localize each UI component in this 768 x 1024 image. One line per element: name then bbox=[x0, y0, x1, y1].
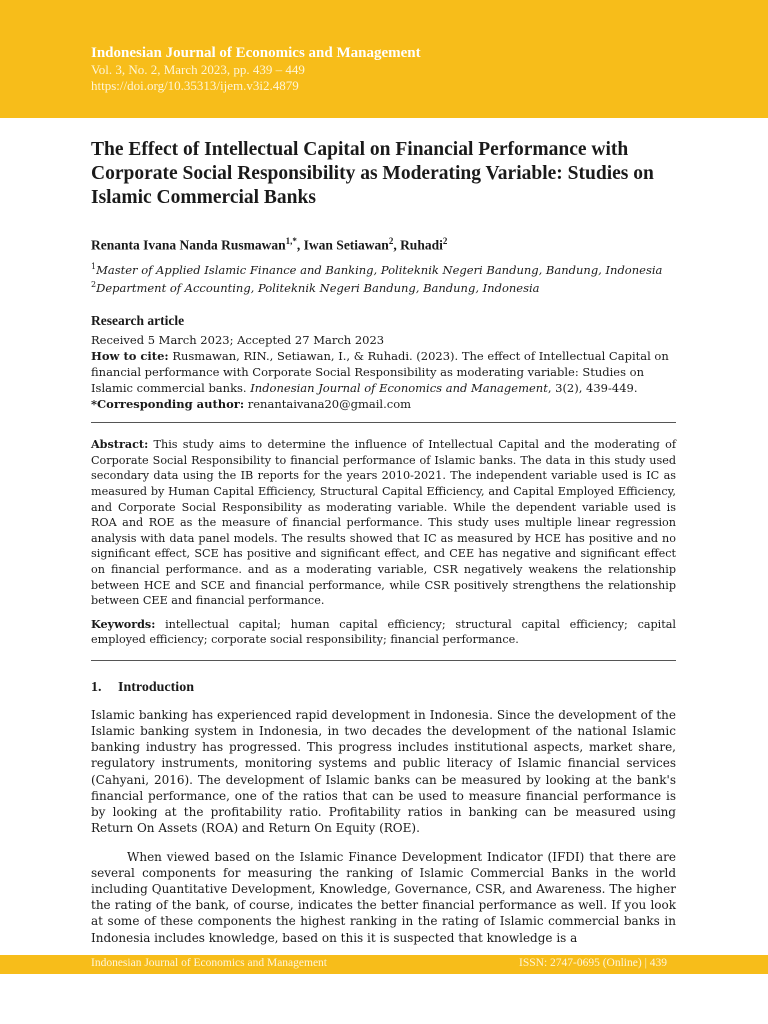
author-name: Renanta Ivana Nanda Rusmawan bbox=[91, 237, 286, 253]
received-dates: Received 5 March 2023; Accepted 27 March 2023 bbox=[91, 333, 385, 348]
keywords bbox=[91, 617, 676, 648]
journal-footer-band bbox=[0, 955, 768, 974]
divider bbox=[91, 660, 676, 661]
article-content bbox=[91, 138, 676, 958]
author-separator: , bbox=[393, 237, 401, 253]
author-superscript: 1,* bbox=[285, 236, 297, 246]
affiliation-superscript: 1 bbox=[91, 261, 97, 271]
body-paragraph: Islamic banking has experienced rapid development in Indonesia. Since the development of the Islamic banking system in Indonesia, in two decades the development of the national Islamic banking industry has progressed. This progress includes institutional aspects, market share, regulatory instruments, monitoring systems and public literacy of Islamic financial services (Cahyani, 2016). The development of Islamic banks can be measured by looking at the bank's financial performance, one of the ratios that can be used to measure financial performance is by looking at the profitability ratio. Profitability ratios in banking can be measured using Return On Assets (ROA) and Return On Equity (ROE). bbox=[91, 707, 676, 836]
how-to-cite bbox=[91, 348, 676, 396]
author-superscript: 2 bbox=[388, 236, 394, 246]
abstract bbox=[91, 437, 676, 609]
footer-journal-name: Indonesian Journal of Economics and Management bbox=[91, 957, 328, 969]
journal-volume: Vol. 3, No. 2, March 2023, pp. 439 – 449 bbox=[91, 62, 305, 77]
author-superscript: 2 bbox=[442, 236, 448, 246]
author-name: Iwan Setiawan bbox=[303, 237, 389, 253]
cite-journal: Indonesian Journal of Economics and Management bbox=[250, 381, 548, 396]
cite-tail: , 3(2), 439-449. bbox=[547, 381, 638, 396]
body-paragraph: When viewed based on the Islamic Finance Development Indicator (IFDI) that there are several components for measuring the ranking of Islamic Commercial Banks in the world including Quantitative Development, Knowledge, Governance, CSR, and Awareness. The higher the rating of the bank, of course, indicates the better financial performance as well. If you look at some of these components the highest ranking in the rating of Islamic commercial banks in Indonesia includes knowledge, based on this it is suspected that knowledge is a bbox=[91, 849, 676, 945]
journal-header-text bbox=[91, 44, 421, 94]
abstract-label: Abstract: bbox=[91, 437, 149, 452]
keywords-text: intellectual capital; human capital efficiency; structural capital efficiency; capital employed efficiency; corporate social responsibility; financial performance. bbox=[91, 617, 676, 647]
affiliation-superscript: 2 bbox=[91, 280, 97, 290]
cite-text: Rusmawan, RIN., Setiawan, I., & Ruhadi. (2023). The effect of Intellectual Capital on financial performance with Corporate Social Responsibility as moderating variable: Studies on Islamic commercial banks. bbox=[91, 349, 669, 396]
affiliation-text: Master of Applied Islamic Finance and Banking, Politeknik Negeri Bandung, Bandung, Indonesia bbox=[96, 262, 663, 277]
footer-issn-page: ISSN: 2747-0695 (Online) | 439 bbox=[519, 957, 667, 969]
corresponding-email[interactable]: renantaivana20@gmail.com bbox=[244, 397, 412, 412]
article-type: Research article bbox=[91, 313, 185, 329]
journal-header-band bbox=[0, 0, 768, 118]
journal-name: Indonesian Journal of Economics and Management bbox=[91, 45, 421, 61]
author-name: Ruhadi bbox=[400, 237, 443, 253]
author-separator: , bbox=[296, 237, 304, 253]
divider bbox=[91, 422, 676, 423]
abstract-text: This study aims to determine the influence of Intellectual Capital and the moderating of Corporate Social Responsibility to financial performance of Islamic banks. The data in this study used secondary data using the IB reports for the years 2010-2021. The independent variable used is IC as measured by Human Capital Efficiency, Structural Capital Efficiency, and Capital Employed Efficiency, and Corporate Social Responsibility as moderating variable. While the dependent variable used is ROA and ROE as the measure of financial performance. This study uses multiple linear regression analysis with data panel models. The results showed that IC as measured by HCE has positive and no significant effect, SCE has positive and significant effect, and CEE has negative and significant effect on financial performance. and as a moderating variable, CSR negatively weakens the relationship between HCE and SCE and financial performance, while CSR positively strengthens the relationship between CEE and financial performance. bbox=[91, 438, 676, 608]
section-heading bbox=[91, 679, 676, 697]
corresponding-author bbox=[91, 396, 676, 412]
doi-link[interactable]: https://doi.org/10.35313/ijem.v3i2.4879 bbox=[91, 78, 299, 93]
affiliation-text: Department of Accounting, Politeknik Negeri Bandung, Bandung, Indonesia bbox=[96, 281, 540, 296]
author-list bbox=[91, 232, 676, 255]
section-number: 1. bbox=[91, 679, 102, 695]
corresponding-label: *Corresponding author: bbox=[91, 397, 245, 412]
keywords-label: Keywords: bbox=[91, 616, 156, 631]
affiliation bbox=[91, 259, 676, 278]
affiliation bbox=[91, 277, 676, 296]
article-title: The Effect of Intellectual Capital on Financial Performance with Corporate Social Responsibility as Moderating Variable: Studies on Islamic Commercial Banks bbox=[91, 139, 654, 208]
section-title: Introduction bbox=[118, 679, 194, 695]
cite-label: How to cite: bbox=[91, 349, 169, 364]
